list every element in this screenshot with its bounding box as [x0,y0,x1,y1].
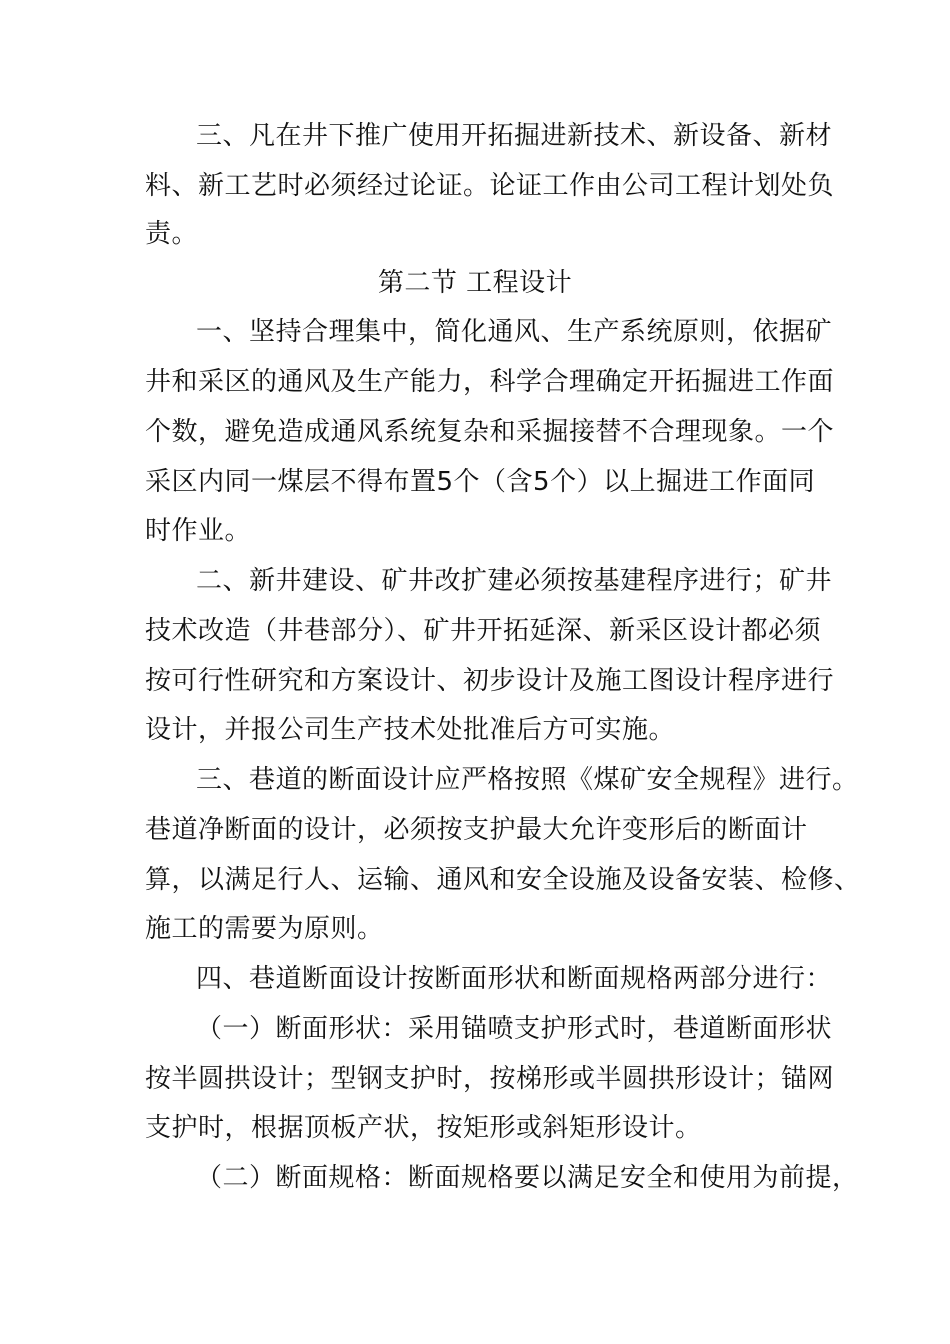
text-line: 时作业。 [145,516,252,546]
section-heading: 第二节 工程设计 [377,268,573,298]
text-line: 采区内同一煤层不得布置5个（含5个）以上掘进工作面同 [145,467,816,497]
text-line: 按半圆拱设计；型钢支护时，按梯形或半圆拱形设计；锚网 [145,1064,835,1094]
text-line: 料、新工艺时必须经过论证。论证工作由公司工程计划处负 [145,171,835,201]
text-line: 井和采区的通风及生产能力，科学合理确定开拓掘进工作面 [145,367,835,397]
text-line: 算，以满足行人、运输、通风和安全设施及设备安装、检修、 [145,865,861,895]
text-line: 三、凡在井下推广使用开拓掘进新技术、新设备、新材 [196,121,833,151]
text-line: 设计，并报公司生产技术处批准后方可实施。 [145,715,676,745]
text-line: 支护时，根据顶板产状，按矩形或斜矩形设计。 [145,1113,702,1143]
text-line: （二）断面规格：断面规格要以满足安全和使用为前提， [196,1163,859,1193]
text-line: 四、巷道断面设计按断面形状和断面规格两部分进行： [196,964,833,994]
text-line: 巷道净断面的设计，必须按支护最大允许变形后的断面计 [145,815,808,845]
text-line: 按可行性研究和方案设计、初步设计及施工图设计程序进行 [145,666,835,696]
text-line: 个数，避免造成通风系统复杂和采掘接替不合理现象。一个 [145,417,835,447]
text-line: 二、新井建设、矿井改扩建必须按基建程序进行；矿井 [196,566,833,596]
text-line: 施工的需要为原则。 [145,914,384,944]
text-line: 三、巷道的断面设计应严格按照《煤矿安全规程》进行。 [196,765,859,795]
text-line: 责。 [145,219,199,249]
text-line: （一）断面形状：采用锚喷支护形式时，巷道断面形状 [196,1014,833,1044]
text-line: 一、坚持合理集中，简化通风、生产系统原则，依据矿 [196,317,833,347]
text-line: 技术改造（井巷部分）、矿井开拓延深、新采区设计都必须 [145,616,822,646]
